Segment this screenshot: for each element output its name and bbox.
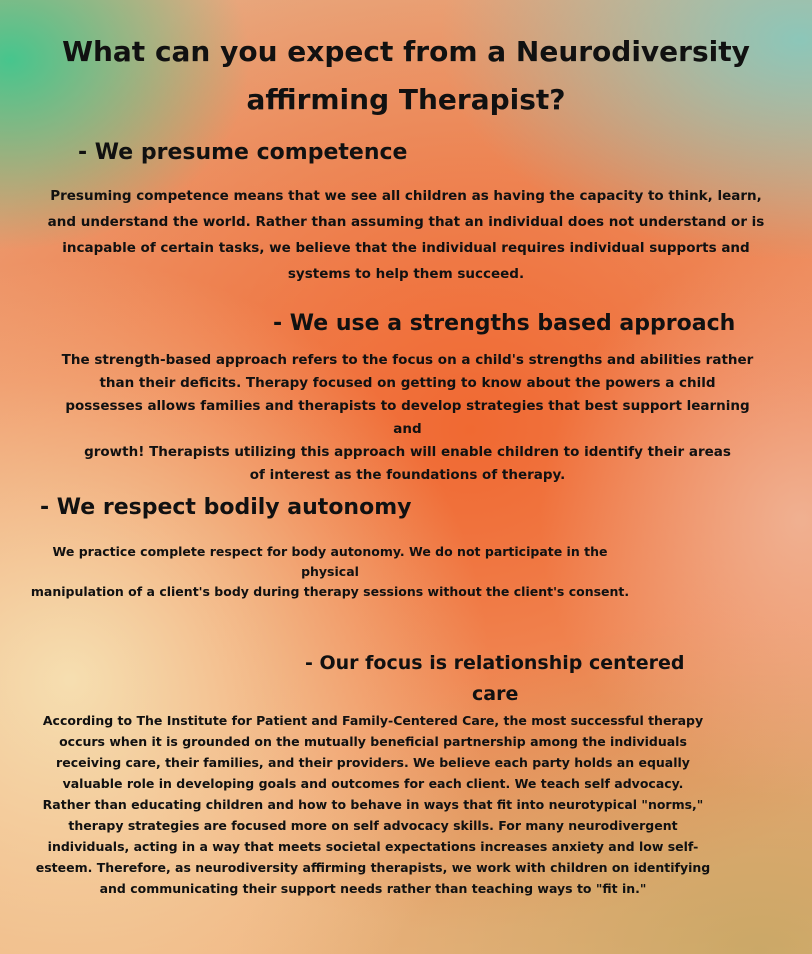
paragraph-line: esteem. Therefore, as neurodiversity affirming therapists, we work with children on identifying	[35, 860, 711, 875]
page-title-line-2: affirming Therapist?	[246, 83, 566, 116]
paragraph-line: valuable role in developing goals and outcomes for each client. We teach self advocacy.	[62, 776, 684, 791]
paragraph-line: and understand the world. Rather than assuming that an individual does not understand or is	[47, 214, 765, 230]
paragraph-line: possesses allows families and therapists to develop strategies that best support learning and	[65, 398, 750, 437]
heading-relationship-centered-care	[305, 648, 685, 710]
paragraph-line: of interest as the foundations of therapy.	[249, 467, 566, 483]
paragraph-line: and communicating their support needs rather than teaching ways to "fit in."	[99, 881, 647, 896]
paragraph-line: individuals, acting in a way that meets societal expectations increases anxiety and low self-	[47, 839, 699, 854]
paragraph-bodily-autonomy	[30, 542, 630, 602]
paragraph-line: incapable of certain tasks, we believe that the individual requires individual supports and	[62, 240, 750, 256]
paragraph-line: manipulation of a client's body during therapy sessions without the client's consent.	[30, 584, 630, 599]
heading-line-2: care	[472, 683, 519, 705]
paragraph-line: The strength-based approach refers to the focus on a child's strengths and abilities rather	[61, 352, 754, 368]
heading-line-1: - Our focus is relationship centered	[305, 652, 685, 674]
paragraph-line: occurs when it is grounded on the mutually beneficial partnership among the individuals	[59, 734, 687, 749]
paragraph-strengths-based-approach	[50, 349, 765, 487]
paragraph-relationship-centered-care	[28, 710, 718, 899]
paragraph-line: According to The Institute for Patient and Family-Centered Care, the most successful therapy	[42, 713, 704, 728]
page-title-line-1: What can you expect from a Neurodiversity	[62, 35, 750, 68]
heading-strengths-based-approach: - We use a strengths based approach	[273, 311, 736, 336]
paragraph-line: receiving care, their families, and their providers. We believe each party holds an equally	[56, 755, 690, 770]
paragraph-presume-competence	[20, 183, 792, 287]
paragraph-line: Rather than educating children and how to behave in ways that fit into neurotypical "norms,"	[42, 797, 704, 812]
paragraph-line: growth! Therapists utilizing this approach will enable children to identify their areas	[84, 444, 731, 460]
paragraph-line: Presuming competence means that we see all children as having the capacity to think, learn,	[50, 188, 762, 204]
heading-presume-competence: - We presume competence	[78, 140, 408, 165]
page-title	[40, 28, 772, 124]
paragraph-line: systems to help them succeed.	[287, 266, 525, 282]
paragraph-line: than their deficits. Therapy focused on getting to know about the powers a child	[99, 375, 716, 391]
paragraph-line: therapy strategies are focused more on self advocacy skills. For many neurodivergent	[68, 818, 678, 833]
paragraph-line: We practice complete respect for body autonomy. We do not participate in the physical	[52, 544, 608, 579]
heading-bodily-autonomy: - We respect bodily autonomy	[40, 495, 412, 520]
